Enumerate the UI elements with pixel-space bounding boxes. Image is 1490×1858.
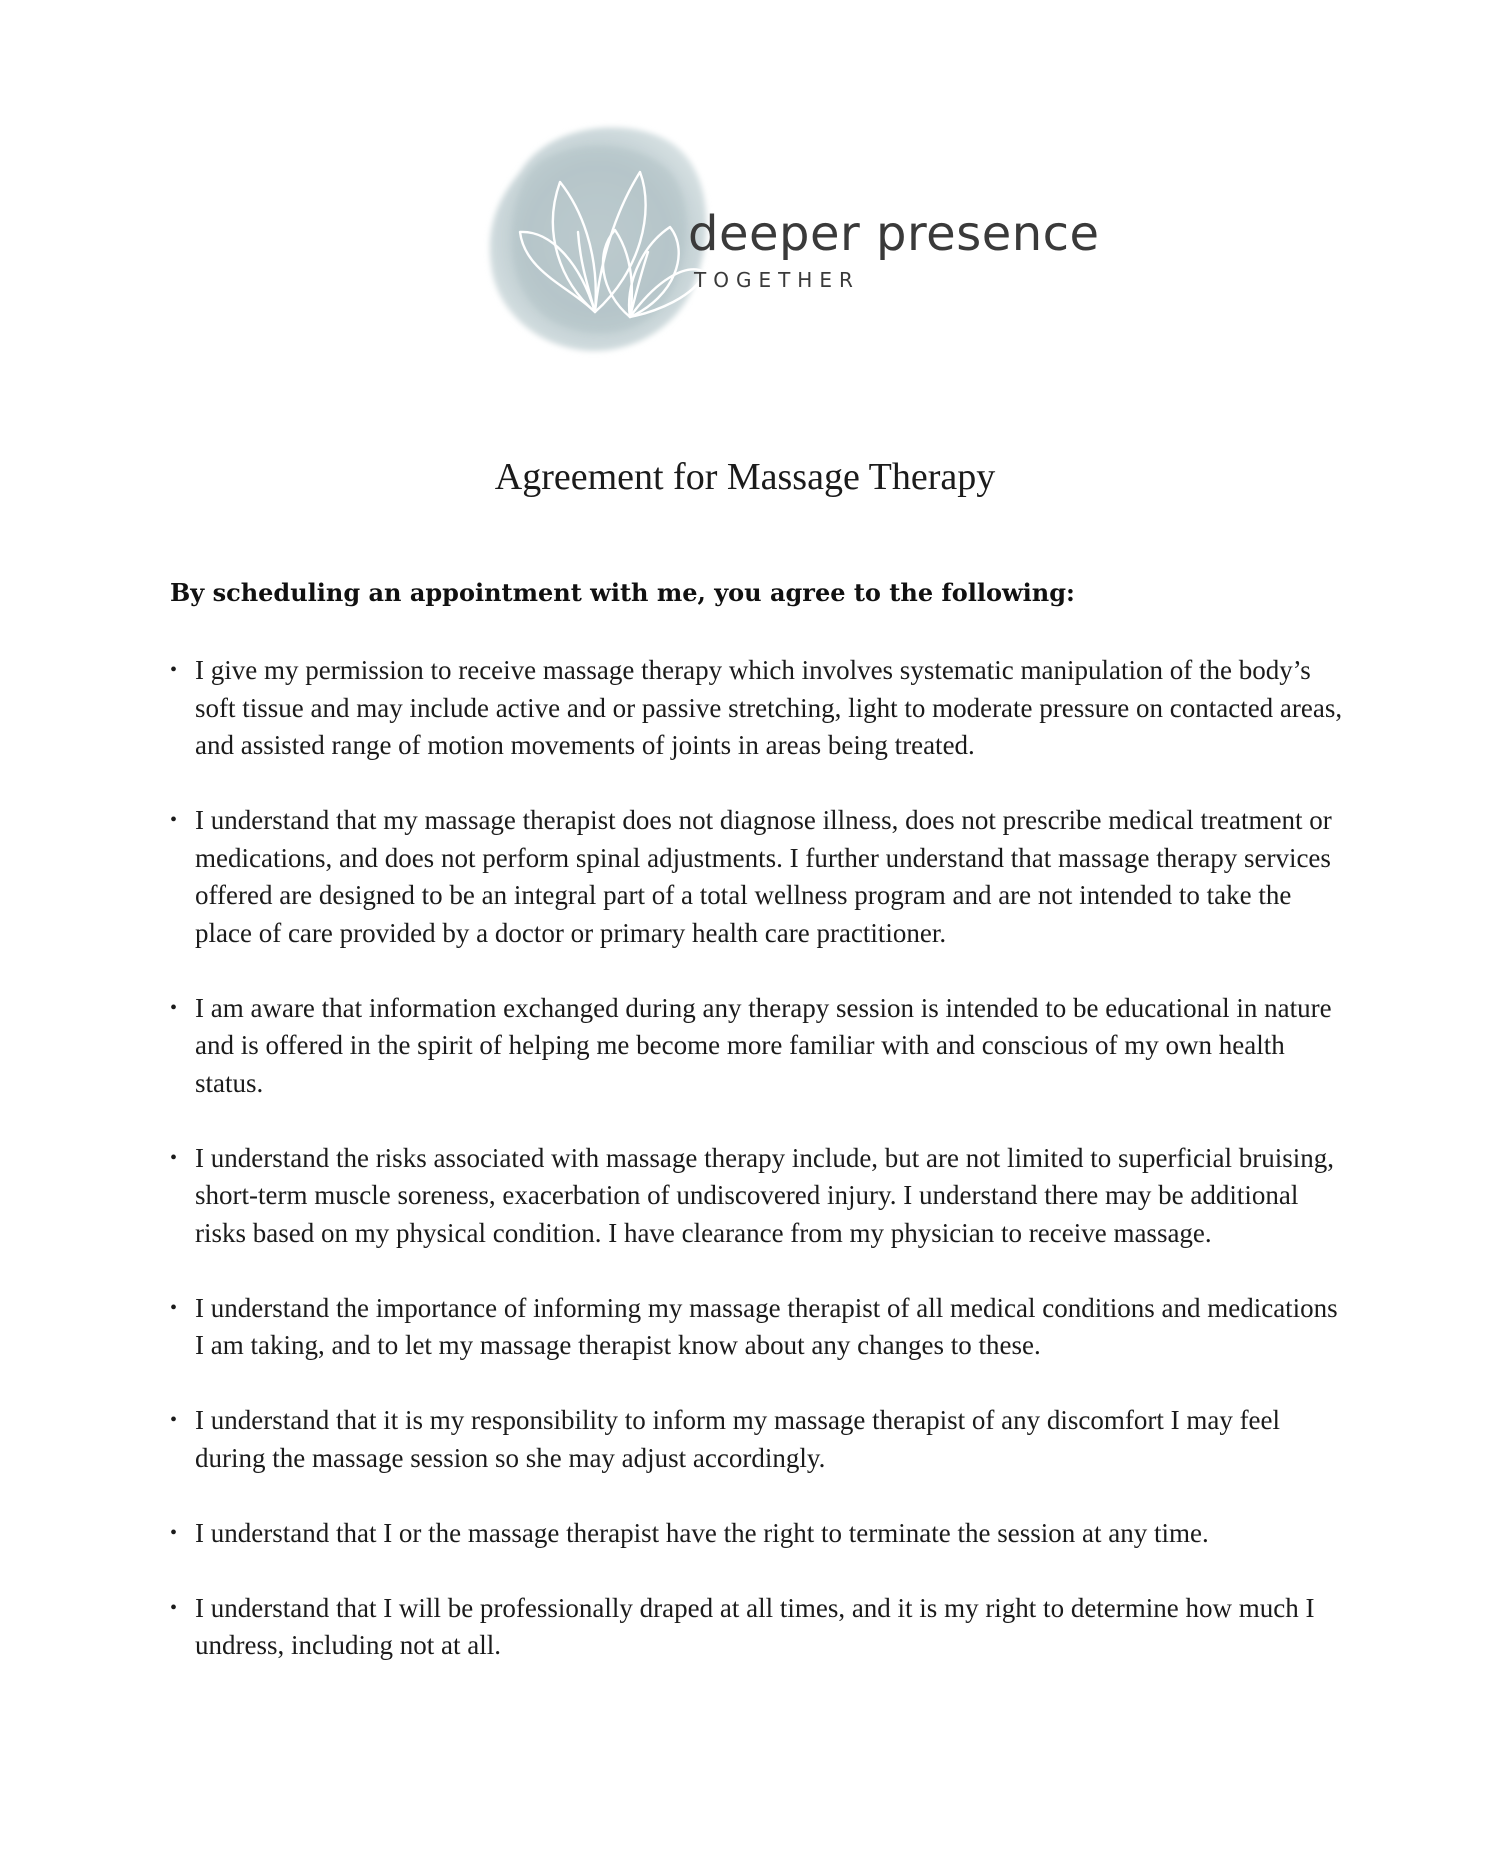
term-text: I understand that my massage therapist does not diagnose illness, does not prescribe medical treatment or medications, and does not perform spinal adjustments. I further understand that massage therapy services offered are designed to be an integral part of a total wellness program and are not intended to take the place of care provided by a doctor or primary health care practitioner.: [195, 805, 1332, 948]
list-item: [170, 1290, 1350, 1365]
brand-logo: [480, 112, 1100, 362]
term-text: I understand that it is my responsibility to inform my massage therapist of any discomfort I may feel during the massage session so she may adjust accordingly.: [195, 1405, 1281, 1473]
page-title: Agreement for Massage Therapy: [494, 456, 996, 498]
term-text: I am aware that information exchanged during any therapy session is intended to be educational in nature and is offered in the spirit of helping me become more familiar with and conscious of my own health status.: [195, 992, 1332, 1098]
logo-tagline: TOGETHER: [694, 268, 860, 292]
list-item: [170, 1590, 1350, 1665]
list-item: [170, 802, 1350, 952]
agreement-intro: By scheduling an appointment with me, you agree to the following:: [170, 578, 1075, 607]
term-text: I give my permission to receive massage therapy which involves systematic manipulation of the body’s soft tissue and may include active and or passive stretching, light to moderate pressure on contacted areas, and assisted range of motion movements of joints in areas being treated.: [195, 655, 1343, 760]
list-item: [170, 1402, 1350, 1477]
list-item: [170, 1515, 1350, 1553]
bullet-icon: •: [170, 1596, 178, 1619]
term-text: I understand that I will be professionally draped at all times, and it is my right to determine how much I undress, including not at all.: [195, 1592, 1315, 1660]
term-text: I understand that I or the massage therapist have the right to terminate the session at any time.: [195, 1517, 1209, 1548]
list-item: [170, 652, 1350, 765]
list-item: [170, 990, 1350, 1103]
terms-list: [170, 652, 1350, 1702]
bullet-icon: •: [170, 996, 178, 1019]
term-text: I understand the risks associated with massage therapy include, but are not limited to superficial bruising, short-term muscle soreness, exacerbation of undiscovered injury. I understand there may be additional risks based on my physical condition. I have clearance from my physician to receive massage.: [195, 1142, 1334, 1248]
lotus-icon: [480, 112, 720, 362]
bullet-icon: •: [170, 659, 178, 681]
bullet-icon: •: [170, 1521, 178, 1544]
bullet-icon: •: [170, 1409, 178, 1431]
bullet-icon: •: [170, 1296, 178, 1319]
bullet-icon: •: [170, 809, 178, 831]
term-text: I understand the importance of informing my massage therapist of all medical conditions and medications I am taking, and to let my massage therapist know about any changes to these.: [195, 1292, 1338, 1360]
logo-name: deeper presence: [688, 206, 1100, 262]
list-item: [170, 1140, 1350, 1253]
bullet-icon: •: [170, 1146, 178, 1169]
